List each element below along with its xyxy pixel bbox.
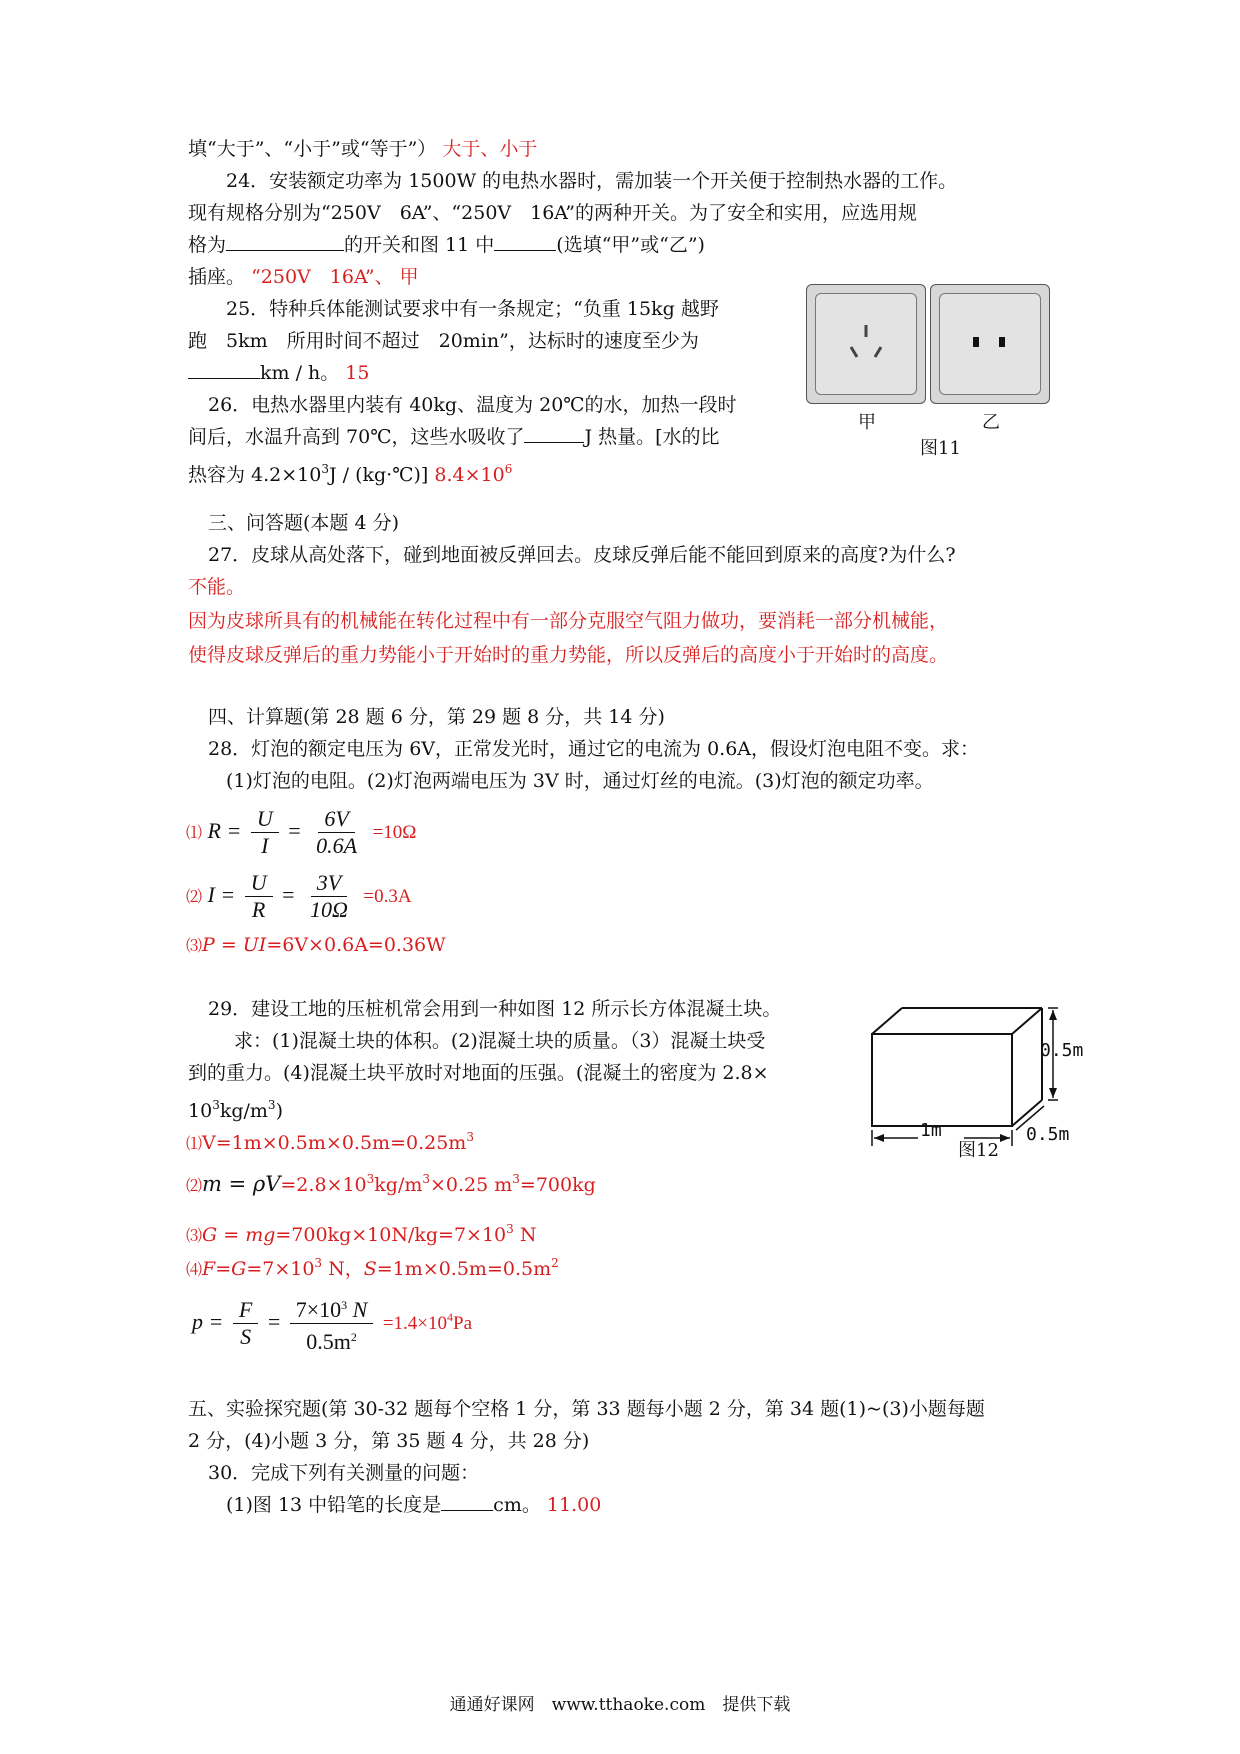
question-29-line3: 到的重力。(4)混凝土块平放时对地面的压强。(混凝土的密度为 2.8×: [188, 1062, 769, 1084]
question-25-line2: 跑 5km 所用时间不超过 20min”，达标时的速度至少为: [188, 330, 699, 352]
answer: 15: [345, 362, 370, 384]
question-26-line2: 间后，水温升高到 70℃，这些水吸收了 J 热量。[水的比: [188, 426, 720, 448]
page-footer: 通通好课网 www.tthaoke.com 提供下载: [449, 1695, 791, 1715]
question-27-answer-2: 因为皮球所具有的机械能在转化过程中有一部分克服空气阻力做功，要消耗一部分机械能，: [188, 610, 949, 632]
question-24-line2: 现有规格分别为“250V 6A”、“250V 16A”的两种开关。为了安全和实用，应选用规: [188, 202, 917, 224]
answer-blank: [494, 232, 556, 251]
question-28-line1: 28．灯泡的额定电压为 6V，正常发光时，通过它的电流为 0.6A，假设灯泡电阻不变。求：: [208, 738, 980, 760]
answer: “250V 16A”、 甲: [251, 266, 419, 288]
question-24-line1: 24．安装额定功率为 1500W 的电热水器时，需加装一个开关便于控制热水器的工作。: [226, 170, 958, 192]
q28-solution-1: ⑴ R = $\frac{U}{I}$ = $\frac{6V}{0.6A}$ =10Ω: [186, 806, 417, 859]
answer: 11.00: [546, 1494, 602, 1516]
q29-solution-1: $⑴V=1m\times 0.5m\times 0.5m=0.25m^3$: [186, 1130, 474, 1154]
figure-12-depth-label: 0.5m: [1026, 1124, 1070, 1145]
section-3-heading: 三、问答题(本题 4 分): [208, 512, 399, 534]
q29-solution-4: $⑷F=G=7\times 10^3$ N，$S=1m\times 0.5m=0.5m^2$: [186, 1256, 559, 1280]
answer-blank: [524, 424, 584, 443]
q29-solution-3: ⑶G = $mg=700kg\times 10N/kg=7\times 10^3$ N: [186, 1222, 537, 1246]
section-5-heading-line2: 2 分，(4)小题 3 分，第 35 题 4 分，共 28 分): [188, 1430, 590, 1452]
figure-12-caption: 图12: [958, 1140, 999, 1161]
q28-solution-2: ⑵ I = $\frac{U}{R}$ = $\frac{3V}{10\Omega}$ =0.3A: [186, 870, 412, 923]
answer: 大于、小于: [442, 138, 538, 160]
socket-jia-image: [806, 284, 926, 404]
question-28-line2: (1)灯泡的电阻。(2)灯泡两端电压为 3V 时，通过灯丝的电流。(3)灯泡的额定功率。: [226, 770, 934, 792]
question-27-answer-1: 不能。: [188, 576, 246, 598]
question-27-answer-3: 使得皮球反弹后的重力势能小于开始时的重力势能，所以反弹后的高度小于开始时的高度。: [188, 644, 949, 666]
question-24-line4: 插座。 “250V 16A”、 甲: [188, 266, 419, 288]
socket-yi-image: [930, 284, 1050, 404]
q29-solution-5: p = $\frac{F}{S}$ = $\frac{7\times 10^3 N}{0.5m^2}$ $=1.4\times 10^4Pa$: [192, 1284, 472, 1350]
figure-11-label-jia: 甲: [858, 412, 876, 433]
question-30: 30．完成下列有关测量的问题：: [208, 1462, 480, 1484]
figure-11-label-yi: 乙: [982, 412, 1000, 433]
section-5-heading-line1: 五、实验探究题(第 30-32 题每个空格 1 分，第 33 题每小题 2 分，第 34 题(1)~(3)小题每题: [188, 1398, 985, 1420]
section-4-heading: 四、计算题(第 28 题 6 分，第 29 题 8 分，共 14 分): [208, 706, 665, 728]
question-30-part-1: (1)图 13 中铅笔的长度是 cm。 11.00: [226, 1494, 602, 1516]
question-29-line4: $10^3kg/m^3$): [188, 1098, 283, 1122]
question-25-line1: 25．特种兵体能测试要求中有一条规定；“负重 15kg 越野: [226, 298, 719, 320]
text-line: 填“大于”、“小于”或“等于”） 大于、小于: [188, 138, 538, 160]
answer: $8.4\times 10^6$: [434, 462, 513, 486]
question-27: 27．皮球从高处落下，碰到地面被反弹回去。皮球反弹后能不能回到原来的高度?为什么?: [208, 544, 956, 566]
question-29-line1: 29．建设工地的压桩机常会用到一种如图 12 所示长方体混凝土块。: [208, 998, 782, 1020]
socket-two-hole-icon: [931, 285, 1049, 403]
figure-11-caption: 图11: [920, 438, 961, 459]
q28-solution-3: ⑶P = UI=6V×0.6A=0.36W: [186, 934, 446, 956]
question-29-line2: 求：(1)混凝土块的体积。(2)混凝土块的质量。（3）混凝土块受: [234, 1030, 766, 1052]
question-24-line3: 格为 的开关和图 11 中 (选填“甲”或“乙”): [188, 234, 705, 256]
socket-three-hole-icon: [807, 285, 925, 403]
answer-blank: [226, 232, 344, 251]
question-26-line3: 热容为 $4.2\times 10^3J$ / (kg·℃)] $8.4\times 10^6$: [188, 462, 513, 486]
q29-solution-2: ⑵m = $\rho V=2.8\times 10^3kg/m^3\times 0.25$ $m^3=700kg$: [186, 1172, 596, 1196]
question-25-line3: km / h。 15: [188, 360, 369, 386]
question-26-line1: 26．电热水器里内装有 40kg、温度为 20℃的水，加热一段时: [208, 394, 737, 416]
answer-blank: [441, 1492, 493, 1511]
figure-12-height-label: 0.5m: [1040, 1040, 1084, 1061]
figure-12-length-label: 1m: [920, 1120, 942, 1141]
answer-blank: [188, 360, 260, 379]
